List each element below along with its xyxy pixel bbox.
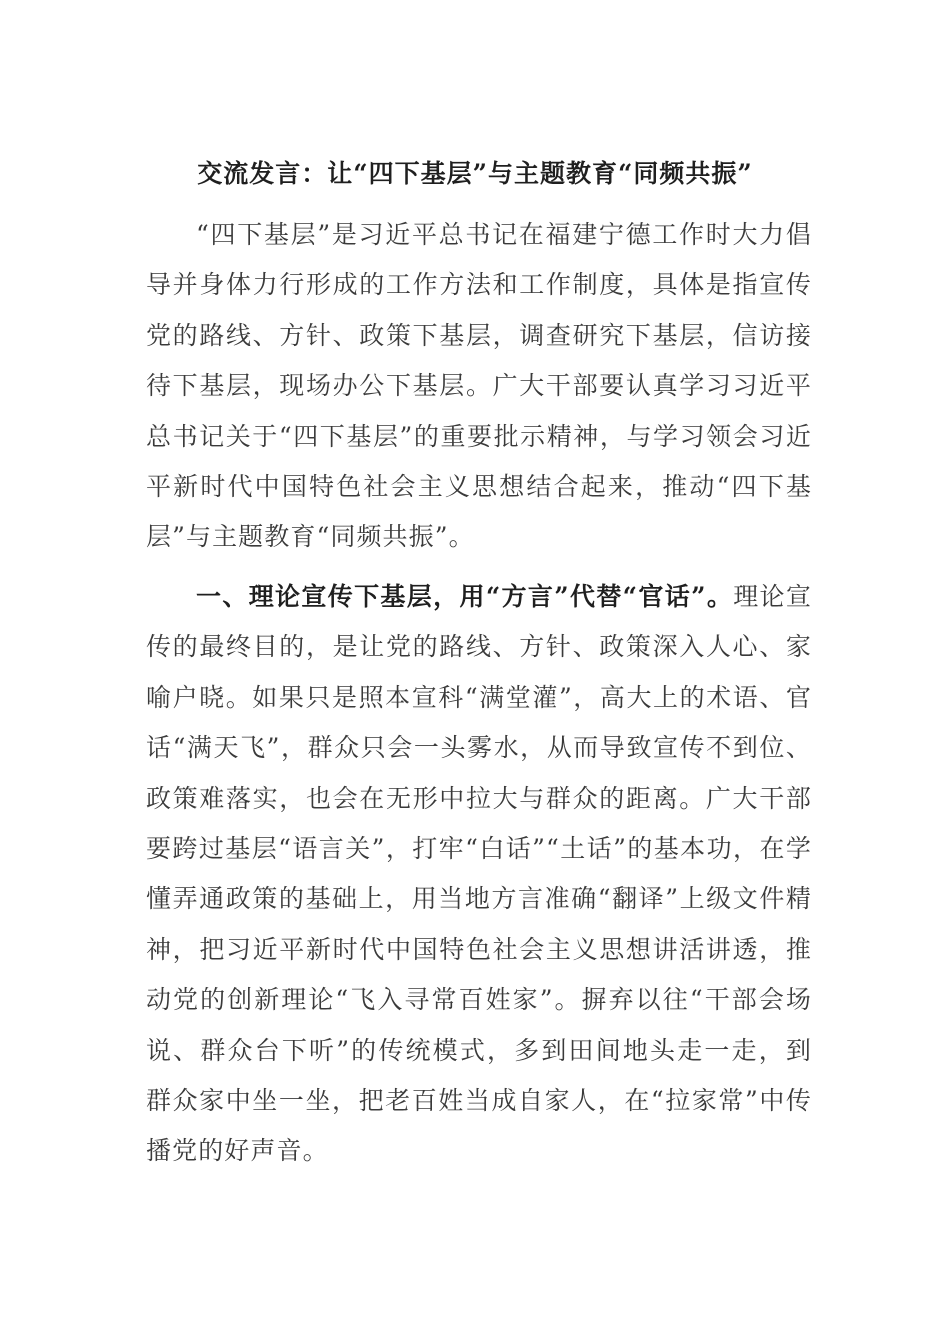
- section-one-paragraph: [146, 572, 812, 1177]
- section-one-heading: 一、理论宣传下基层，用“方言”代替“官话”。: [196, 582, 734, 611]
- intro-paragraph: “四下基层”是习近平总书记在福建宁德工作时大力倡导并身体力行形成的工作方法和工作制度，具体是指宣传党的路线、方针、政策下基层，调查研究下基层，信访接待下基层，现场办公下基层。广大干部要认真学习习近平总书记关于“四下基层”的重要批示精神，与学习领会习近平新时代中国特色社会主义思想结合起来，推动“四下基层”与主题教育“同频共振”。: [146, 220, 812, 552]
- section-one-body: 理论宣传的最终目的，是让党的路线、方针、政策深入人心、家喻户晓。如果只是照本宣科“满堂灌”，高大上的术语、官话“满天飞”，群众只会一头雾水，从而导致宣传不到位、政策难落实，也会在无形中拉大与群众的距离。广大干部要跨过基层“语言关”，打牢“白话”“土话”的基本功，在学懂弄通政策的基础上，用当地方言准确“翻译”上级文件精神，把习近平新时代中国特色社会主义思想讲活讲透，推动党的创新理论“飞入寻常百姓家”。摒弃以往“干部会场说、群众台下听”的传统模式，多到田间地头走一走，到群众家中坐一坐，把老百姓当成自家人，在“拉家常”中传播党的好声音。: [146, 582, 812, 1166]
- document-title: 交流发言：让“四下基层”与主题教育“同频共振”: [197, 159, 753, 188]
